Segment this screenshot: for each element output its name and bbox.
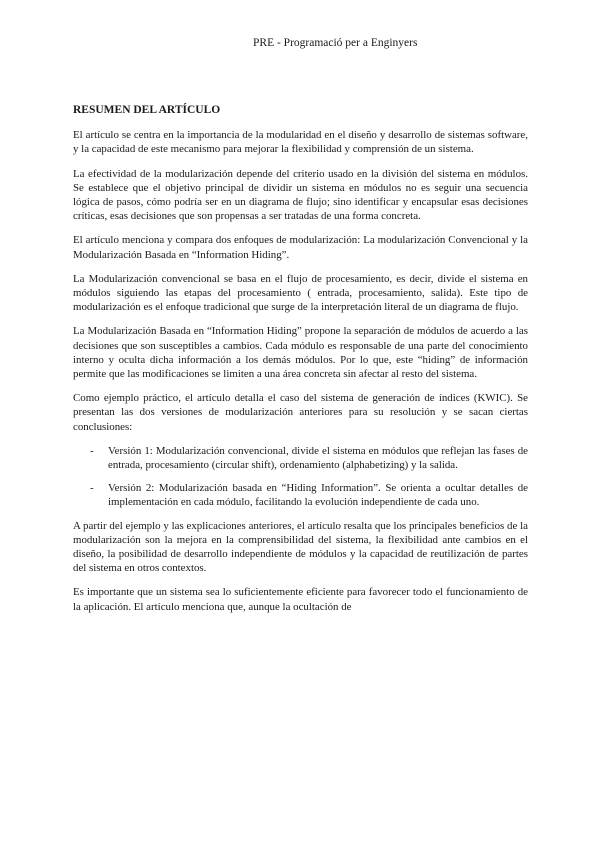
paragraph: La Modularización Basada en “Information Hiding” propone la separación de módulos de acuerdo a las decisiones que son susceptibles a cambios. Cada módulo es responsable de una parte del conocimiento interno y oculta dicha información a los demás módulos. Por lo que, este “hiding” de información permite que las modificaciones se limiten a una área concreta sin afectar al resto del sistema. xyxy=(73,325,528,381)
page-header: PRE - Programació per a Enginyers xyxy=(253,37,418,49)
list-item xyxy=(73,444,528,472)
bullet-dash: - xyxy=(90,444,94,457)
document-body xyxy=(73,103,528,624)
paragraph: Como ejemplo práctico, el artículo detalla el caso del sistema de generación de índices (KWIC). Se presentan las dos versiones de modularización anteriores para su resolución y se sacan ciertas conclusiones: xyxy=(73,392,528,433)
bullet-dash: - xyxy=(90,482,94,495)
paragraph: A partir del ejemplo y las explicaciones anteriores, el artículo resalta que los principales beneficios de la modularización son la mejora en la comprensibilidad del sistema, la flexibilidad ante cambios en el diseño, la posibilidad de desarrollo independiente de módulos y la capacidad de reutilización de partes del sistema en otros contextos. xyxy=(73,519,528,575)
list-item-text: Versión 1: Modularización convencional, divide el sistema en módulos que reflejan las fases de entrada, procesamiento (circular shift), ordenamiento (alphabetizing) y la salida. xyxy=(108,444,528,472)
paragraph: Es importante que un sistema sea lo suficientemente eficiente para favorecer todo el funcionamiento de la aplicación. El artículo menciona que, aunque la ocultación de xyxy=(73,586,528,613)
paragraph: La Modularización convencional se basa en el flujo de procesamiento, es decir, divide el sistema en módulos siguiendo las etapas del procesamiento ( entrada, procesamiento, salida). Este tipo de modularización es el enfoque tradicional que surge de la interpretación literal de un diagrama de flujo. xyxy=(73,272,528,314)
paragraph: El artículo menciona y compara dos enfoques de modularización: La modularización Convencional y la Modularización Basada en “Information Hiding”. xyxy=(73,234,528,261)
bullet-list xyxy=(73,444,528,510)
section-title: RESUMEN DEL ARTÍCULO xyxy=(73,104,221,116)
list-item xyxy=(73,481,528,509)
paragraph: La efectividad de la modularización depende del criterio usado en la división del sistema en módulos. Se establece que el objetivo principal de dividir un sistema en módulos no es seguir una secuencia lógica de pasos, cómo podría ser en un diagrama de flujo; sino identificar y encapsular esas decisiones críticas, esas decisiones que son propensas a ser tratadas de una forma concreta. xyxy=(73,167,528,223)
paragraph: El artículo se centra en la importancia de la modularidad en el diseño y desarrollo de sistemas software, y la capacidad de este mecanismo para mejorar la flexibilidad y comprensión de un sistema. xyxy=(73,129,528,156)
list-item-text: Versión 2: Modularización basada en “Hiding Information”. Se orienta a ocultar detalles de implementación en cada módulo, facilitando la evolución independiente de cada uno. xyxy=(108,482,528,509)
